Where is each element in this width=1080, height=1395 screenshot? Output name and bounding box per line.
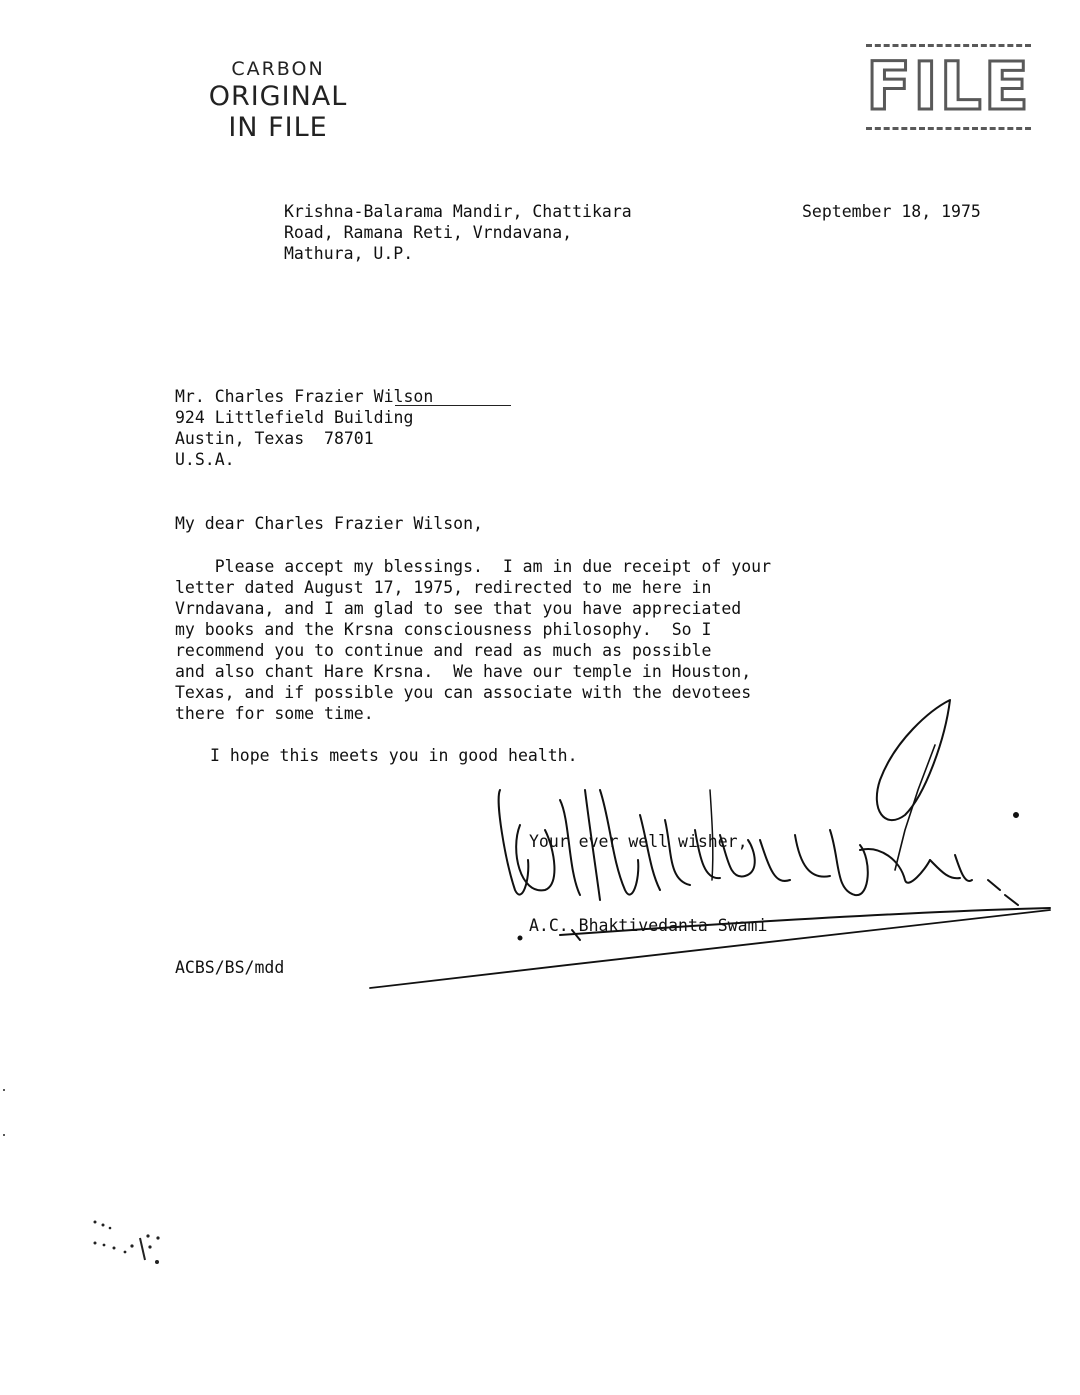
file-stamp [866, 44, 1031, 125]
carbon-original-stamp [198, 60, 358, 141]
sender-address: Krishna-Balarama Mandir, Chattikara Road, Ramana Reti, Vrndavana, Mathura, U.P. [284, 202, 632, 263]
valediction: Your ever well wisher, [529, 832, 748, 851]
signatory-name: A.C. Bhaktivedanta Swami [529, 916, 768, 935]
recipient-name-underline [395, 405, 511, 406]
stamp-line-2: ORIGINAL [208, 81, 348, 112]
salutation: My dear Charles Frazier Wilson, [175, 514, 483, 533]
stamp-line-3: IN FILE [228, 112, 328, 143]
letter-date: September 18, 1975 [802, 202, 981, 221]
closing-line: I hope this meets you in good health. [210, 746, 578, 765]
letter-body: Please accept my blessings. I am in due receipt of your letter dated August 17, 1975, redirected to me here in Vrndavana, and I am glad to see that you have appreciated my books and the Krsna consciousness philosophy. So I recommend you to continue and read as much as possible and also chant Hare Krsna. We have our temple in Houston, Texas, and if possible you can associate with the devotees there for some time. [175, 557, 772, 723]
reference-initials: ACBS/BS/mdd [175, 958, 285, 977]
stamp-line-1: CARBON [231, 58, 325, 80]
recipient-address: Mr. Charles Frazier Wilson 924 Littlefield Building Austin, Texas 78701 U.S.A. [175, 387, 434, 469]
file-stamp-text: FILE [866, 44, 1031, 130]
